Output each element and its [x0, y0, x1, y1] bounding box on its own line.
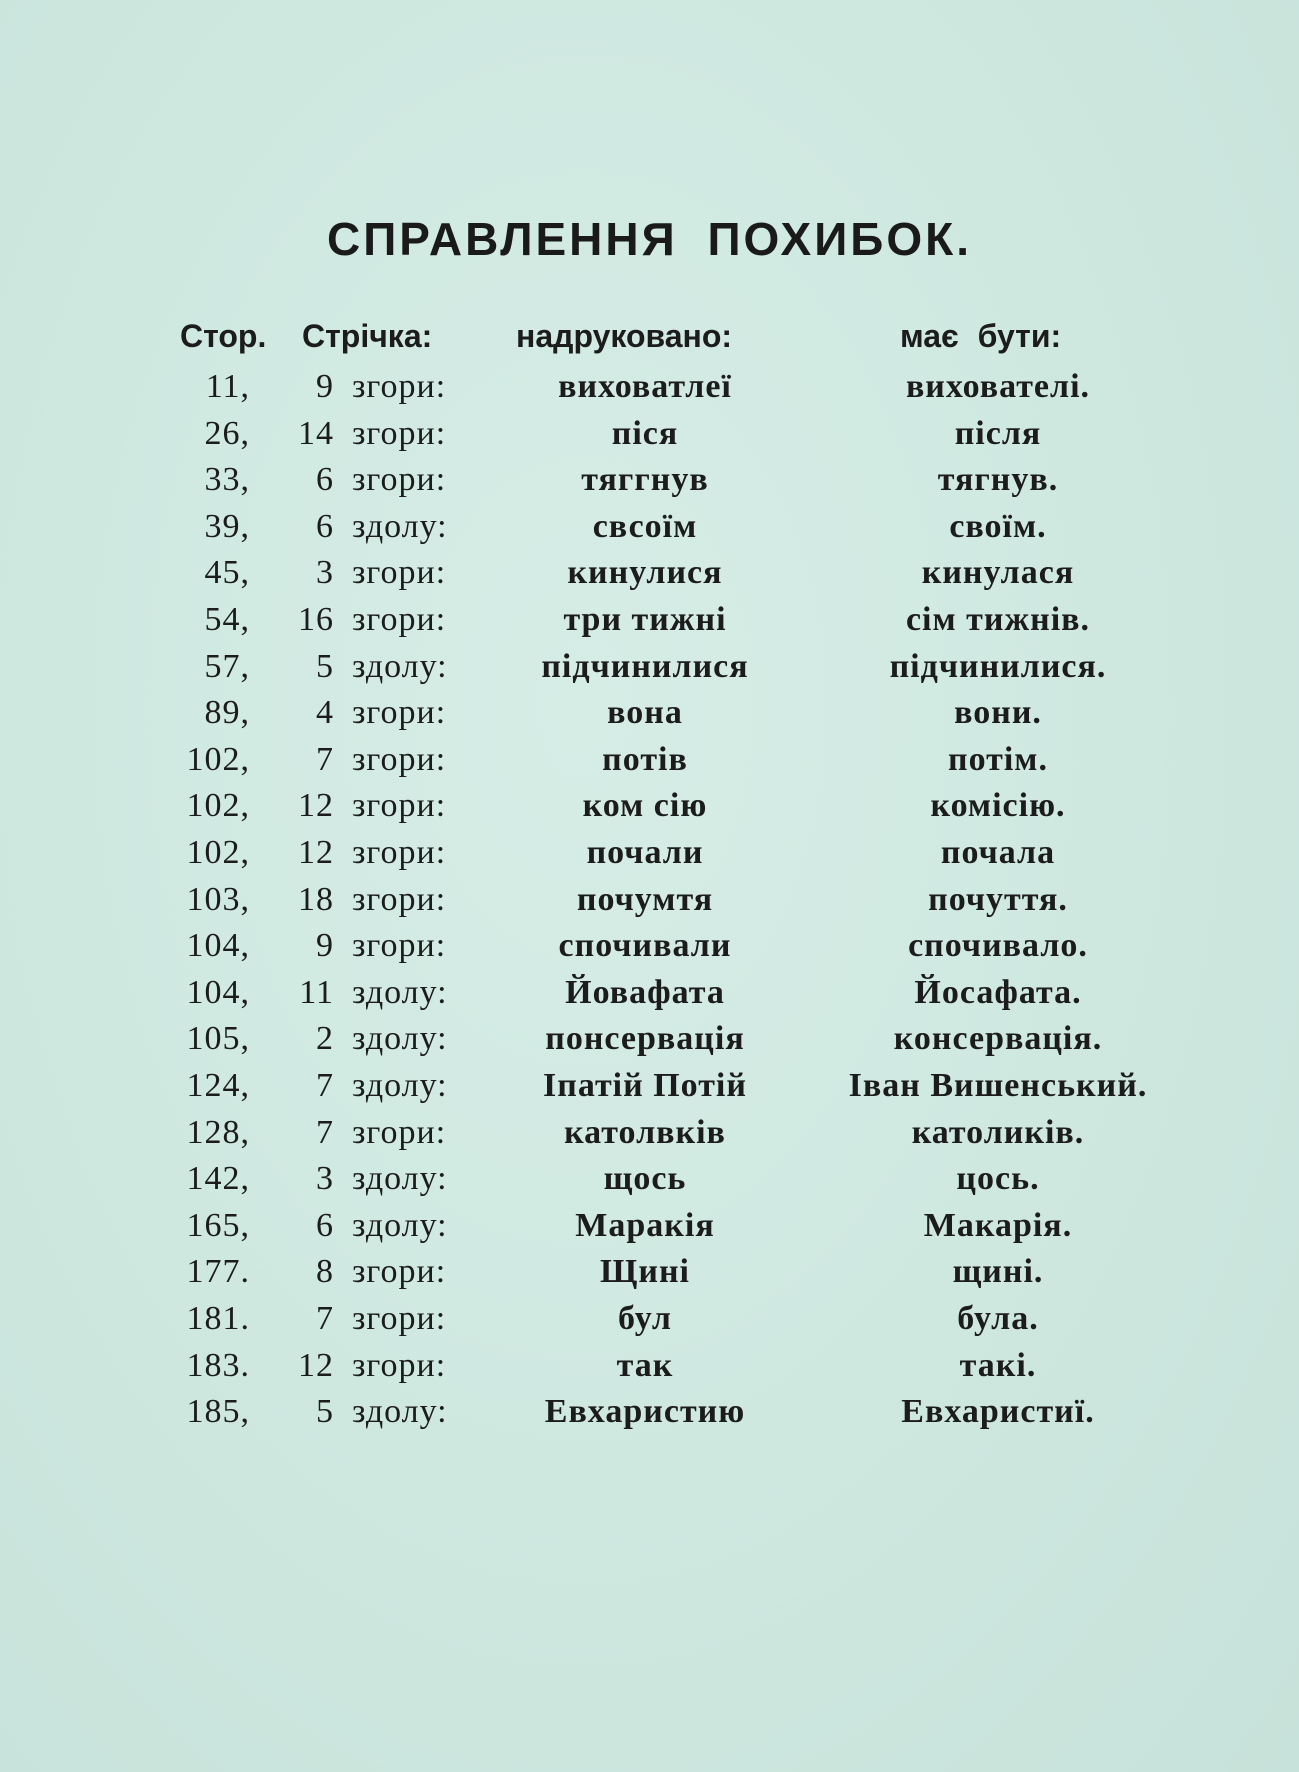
row-direction: здолу:: [352, 1160, 448, 1198]
row-should-be: сім тижнів.: [905, 601, 1091, 638]
row-line-number: 12: [298, 834, 334, 871]
row-page: 45,: [204, 554, 250, 592]
table-row: [0, 368, 1299, 414]
row-page: 104,: [186, 927, 250, 965]
row-printed: Евхаристию: [544, 1393, 746, 1431]
row-printed: потів: [602, 740, 688, 778]
row-page: 142,: [186, 1160, 250, 1198]
row-line-number: 12: [298, 787, 334, 825]
row-line-number: 5: [316, 1393, 334, 1431]
row-direction: згори:: [352, 554, 447, 592]
row-page: 105,: [186, 1020, 250, 1058]
header-line: Стрічка:: [302, 318, 433, 354]
row-direction: згори:: [352, 740, 447, 778]
row-line-number: 8: [316, 1253, 334, 1291]
table-row: [0, 415, 1299, 461]
row-line-number: 4: [316, 694, 334, 732]
row-should-be: кинулася: [921, 554, 1075, 592]
row-printed: щось: [603, 1160, 687, 1198]
row-line-number: 6: [316, 461, 334, 499]
row-printed: ком сію: [582, 787, 708, 825]
row-page: 54,: [204, 601, 250, 638]
row-page: 177.: [186, 1253, 250, 1291]
row-line-number: 5: [316, 647, 334, 685]
table-row: [0, 834, 1299, 880]
table-row: [0, 648, 1299, 694]
row-direction: згори:: [352, 414, 447, 452]
row-direction: згори:: [352, 1253, 447, 1291]
row-should-be: тягнув.: [937, 461, 1059, 499]
row-page: 102,: [186, 834, 250, 871]
row-should-be: була.: [957, 1300, 1039, 1337]
row-should-be: вихователі.: [905, 368, 1091, 405]
row-should-be: підчинилися.: [889, 647, 1107, 685]
row-line-number: 7: [316, 1300, 334, 1337]
row-page: 128,: [186, 1113, 250, 1151]
row-direction: згори:: [352, 1300, 447, 1337]
row-line-number: 12: [298, 1346, 334, 1384]
row-should-be: почала: [940, 834, 1056, 871]
row-should-be: потім.: [948, 740, 1048, 778]
table-row: [0, 787, 1299, 833]
table-row: [0, 1347, 1299, 1393]
row-should-be: Евхаристиї.: [901, 1393, 1095, 1431]
row-line-number: 6: [316, 1206, 334, 1244]
row-printed: виховатлеї: [558, 368, 732, 405]
row-direction: згори:: [352, 601, 447, 638]
row-page: 165,: [186, 1206, 250, 1244]
row-line-number: 2: [316, 1020, 334, 1058]
row-printed: бул: [618, 1300, 672, 1337]
row-should-be: після: [954, 414, 1042, 452]
table-row: [0, 508, 1299, 554]
row-should-be: вони.: [954, 694, 1042, 732]
row-printed: три тижні: [563, 601, 727, 638]
row-direction: здолу:: [352, 1393, 448, 1431]
row-line-number: 11: [299, 973, 334, 1011]
table-row: [0, 1067, 1299, 1113]
row-printed: католвків: [564, 1113, 726, 1151]
row-line-number: 6: [316, 507, 334, 545]
table-row: [0, 974, 1299, 1020]
row-should-be: такі.: [959, 1346, 1037, 1384]
row-direction: згори:: [352, 880, 447, 918]
row-should-be: Йосафата.: [914, 973, 1082, 1011]
row-direction: згори:: [352, 1113, 447, 1151]
row-should-be: консервація.: [893, 1020, 1103, 1058]
row-printed: кинулися: [567, 554, 723, 592]
table-row: [0, 1207, 1299, 1253]
row-page: 102,: [186, 787, 250, 825]
row-page: 103,: [186, 880, 250, 918]
row-should-be: католиків.: [911, 1113, 1085, 1151]
table-row: [0, 1393, 1299, 1439]
row-direction: здолу:: [352, 507, 448, 545]
row-direction: згори:: [352, 787, 447, 825]
row-line-number: 14: [298, 414, 334, 452]
row-should-be: Макарія.: [923, 1206, 1073, 1244]
row-page: 185,: [186, 1393, 250, 1431]
table-row: [0, 1253, 1299, 1299]
row-line-number: 3: [316, 1160, 334, 1198]
row-printed: вона: [607, 694, 683, 732]
row-page: 183.: [186, 1346, 250, 1384]
row-line-number: 3: [316, 554, 334, 592]
row-printed: підчинилися: [541, 647, 749, 685]
row-printed: Щині: [600, 1253, 690, 1291]
row-line-number: 7: [316, 1113, 334, 1151]
row-page: 11,: [205, 368, 250, 405]
table-row: [0, 461, 1299, 507]
row-direction: здолу:: [352, 973, 448, 1011]
row-printed: Маракія: [575, 1206, 715, 1244]
row-page: 57,: [204, 647, 250, 685]
table-row: [0, 1300, 1299, 1346]
row-should-be: своїм.: [949, 507, 1047, 545]
row-should-be: комісію.: [930, 787, 1066, 825]
table-row: [0, 1160, 1299, 1206]
row-direction: здолу:: [352, 1067, 448, 1104]
row-printed: піся: [611, 414, 679, 452]
row-page: 26,: [204, 414, 250, 452]
row-printed: почали: [586, 834, 704, 871]
row-line-number: 16: [298, 601, 334, 638]
row-line-number: 18: [298, 880, 334, 918]
row-printed: Йовафата: [565, 973, 725, 1011]
row-page: 33,: [204, 461, 250, 499]
table-row: [0, 741, 1299, 787]
row-direction: згори:: [352, 927, 447, 965]
table-row: [0, 554, 1299, 600]
row-should-be: цось.: [956, 1160, 1040, 1198]
row-page: 181.: [186, 1300, 250, 1337]
row-should-be: Іван Вишенський.: [848, 1067, 1148, 1104]
header-printed: надруковано:: [516, 318, 733, 354]
row-line-number: 7: [316, 1067, 334, 1104]
row-printed: тяггнув: [581, 461, 709, 499]
row-line-number: 9: [316, 927, 334, 965]
table-row: [0, 1114, 1299, 1160]
row-direction: згори:: [352, 461, 447, 499]
row-printed: свсоїм: [592, 507, 698, 545]
table-row: [0, 927, 1299, 973]
row-should-be: спочивало.: [908, 927, 1088, 965]
row-page: 124,: [186, 1067, 250, 1104]
row-should-be: щині.: [952, 1253, 1044, 1291]
table-row: [0, 881, 1299, 927]
table-row: [0, 694, 1299, 740]
row-line-number: 9: [316, 368, 334, 405]
row-page: 89,: [204, 694, 250, 732]
row-printed: спочивали: [558, 927, 732, 965]
row-printed: Іпатій Потій: [543, 1067, 747, 1104]
row-should-be: почуття.: [928, 880, 1068, 918]
row-page: 39,: [204, 507, 250, 545]
row-direction: здолу:: [352, 1206, 448, 1244]
row-direction: здолу:: [352, 647, 448, 685]
table-row: [0, 1020, 1299, 1066]
row-printed: так: [616, 1346, 674, 1384]
header-page: Стор.: [180, 318, 267, 354]
row-page: 104,: [186, 973, 250, 1011]
row-direction: здолу:: [352, 1020, 448, 1058]
row-page: 102,: [186, 740, 250, 778]
row-printed: почумтя: [576, 880, 714, 918]
row-direction: згори:: [352, 834, 447, 871]
table-row: [0, 601, 1299, 647]
row-direction: згори:: [352, 368, 447, 405]
row-printed: понсервація: [545, 1020, 745, 1058]
page-title: СПРАВЛЕННЯ ПОХИБОК.: [327, 213, 972, 265]
row-direction: згори:: [352, 1346, 447, 1384]
row-line-number: 7: [316, 740, 334, 778]
header-should-be: має бути:: [900, 318, 1062, 354]
row-direction: згори:: [352, 694, 447, 732]
